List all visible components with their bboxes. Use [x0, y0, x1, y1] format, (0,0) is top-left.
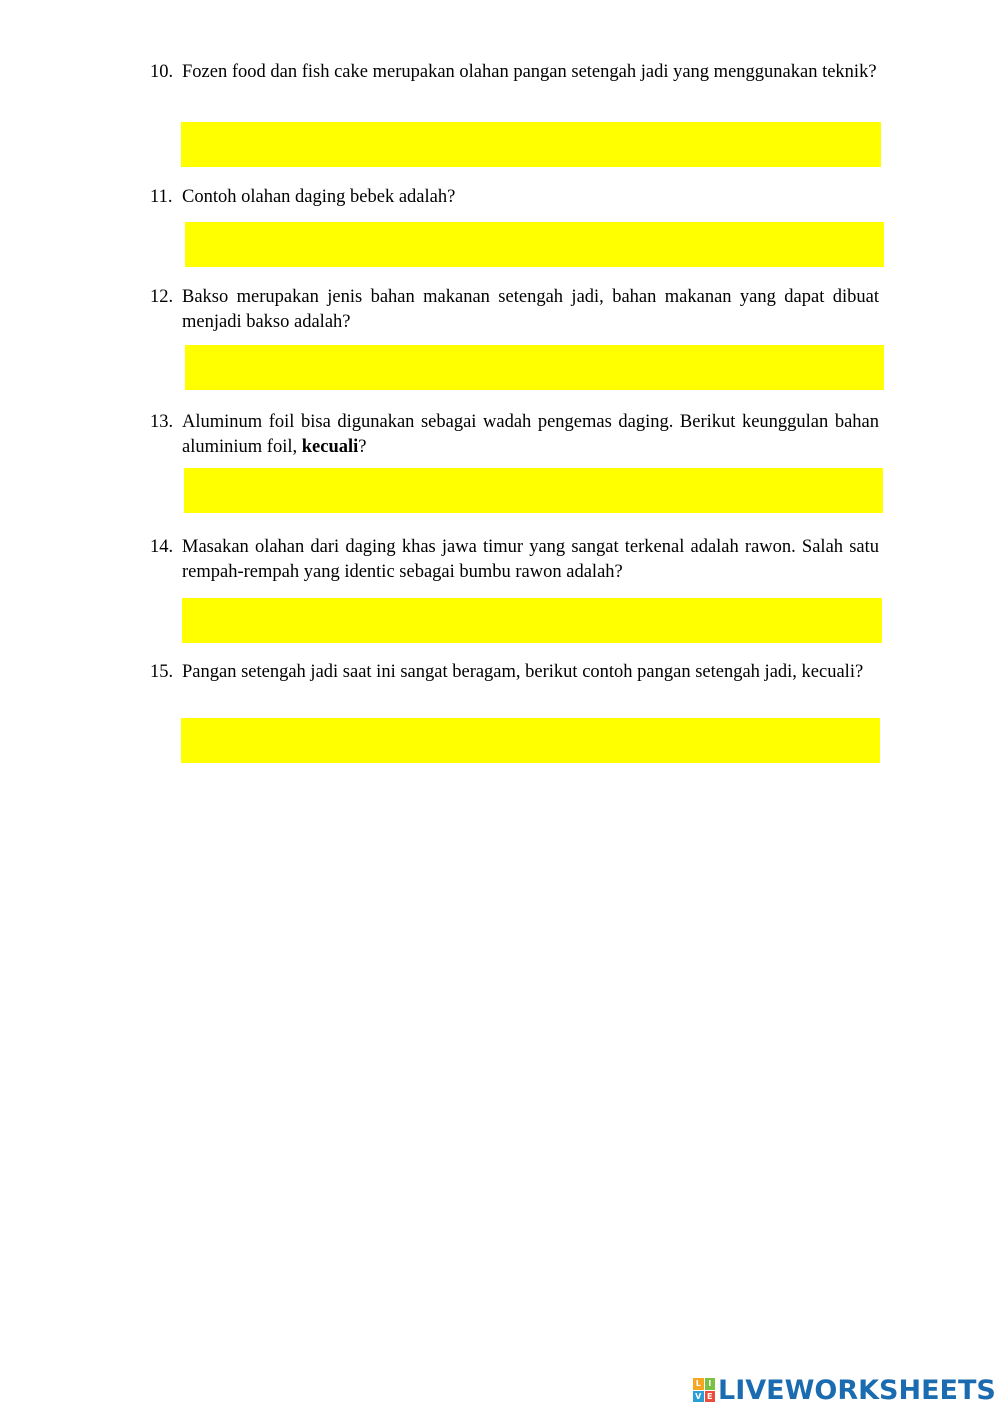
question-11 [150, 185, 879, 210]
question-text: Bakso merupakan jenis bahan makanan setengah jadi, bahan makanan yang dapat dibuat menjadi bakso adalah? [182, 287, 879, 332]
question-text: Pangan setengah jadi saat ini sangat beragam, berikut contoh pangan setengah jadi, kecuali? [182, 662, 864, 682]
question-text-part: ? [358, 437, 367, 457]
question-text-part: Aluminum foil bisa digunakan sebagai wadah pengemas daging. Berikut keunggulan bahan aluminium foil, [182, 412, 879, 457]
question-10 [150, 60, 879, 85]
question-number: 12. [150, 287, 174, 307]
question-text [182, 410, 879, 460]
logo-mark-cell: I [705, 1378, 716, 1390]
question-text: Masakan olahan dari daging khas jawa timur yang sangat terkenal adalah rawon. Salah satu rempah-rempah yang identic sebagai bumbu rawon adalah? [182, 537, 879, 582]
question-number: 15. [150, 662, 174, 682]
question-text: Fozen food dan fish cake merupakan olahan pangan setengah jadi yang menggunakan teknik? [182, 62, 877, 82]
logo-text: LIVEWORKSHEETS [718, 1374, 996, 1406]
emphasis-text: kecuali [301, 437, 359, 457]
answer-field-12[interactable] [185, 345, 884, 390]
answer-field-15[interactable] [181, 718, 880, 763]
logo-mark-cell: V [693, 1391, 704, 1403]
answer-field-10[interactable] [181, 122, 881, 167]
liveworksheets-logo [693, 1374, 996, 1406]
question-number: 11. [150, 187, 173, 207]
question-number: 10. [150, 62, 174, 82]
question-text: Contoh olahan daging bebek adalah? [182, 187, 456, 207]
logo-mark-cell: L [693, 1378, 704, 1390]
question-12 [150, 285, 879, 335]
question-number: 14. [150, 537, 174, 557]
question-number: 13. [150, 412, 174, 432]
answer-field-14[interactable] [182, 598, 882, 643]
logo-mark-cell: E [705, 1391, 716, 1403]
answer-field-11[interactable] [185, 222, 884, 267]
logo-mark-icon [693, 1378, 715, 1402]
question-13 [150, 410, 879, 460]
question-14 [150, 535, 879, 585]
question-15 [150, 660, 879, 685]
answer-field-13[interactable] [184, 468, 883, 513]
